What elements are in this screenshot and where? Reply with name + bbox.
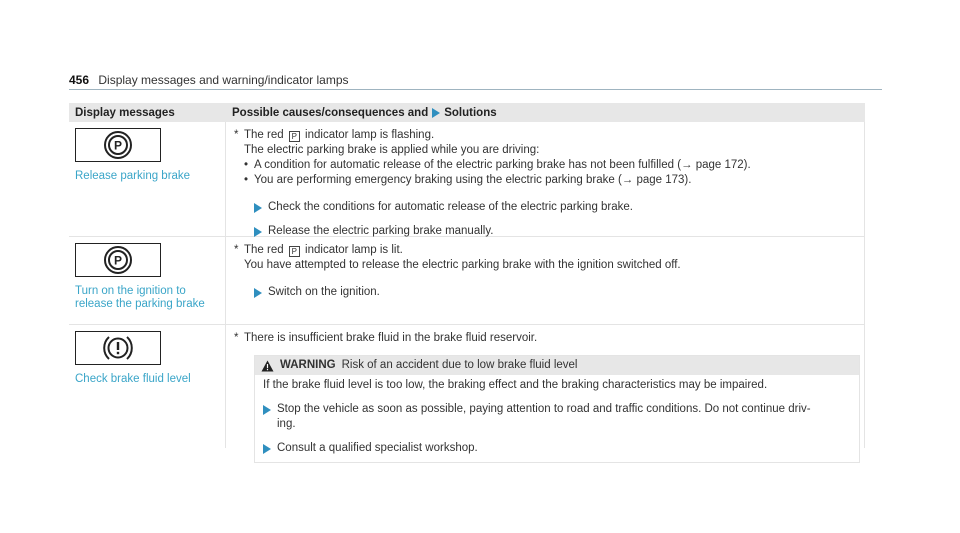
col-causes-solutions [232, 107, 497, 119]
solution-text: Check the conditions for automatic release of the electric parking brake. [268, 201, 633, 213]
table-row [69, 325, 865, 454]
cause-bullet: • You are performing emergency braking using the electric parking brake (→ page 173). [232, 173, 860, 188]
causes-cell [232, 243, 860, 300]
solution-text-continued: ing. [277, 418, 296, 430]
solution-text: Release the electric parking brake manually. [268, 225, 494, 237]
warning-box [254, 355, 860, 463]
step-arrow-icon [263, 444, 271, 454]
cause-bullet: • A condition for automatic release of the electric parking brake has not been fulfilled (→ page 172). [232, 158, 860, 173]
col-solutions-label: Solutions [444, 107, 497, 119]
star-marker: * [234, 244, 239, 256]
table-row [69, 237, 865, 325]
col-display-messages: Display messages [75, 107, 175, 119]
solution-arrow-icon [432, 108, 440, 118]
table-row [69, 122, 865, 237]
step-arrow-icon [254, 203, 262, 213]
col-causes-label: Possible causes/consequences and [232, 107, 429, 119]
message-caption: Release parking brake [75, 170, 191, 182]
parking-brake-icon [75, 128, 161, 162]
intro-text-suffix: indicator lamp is flashing. [305, 129, 435, 141]
caption-line: release the parking brake [75, 298, 205, 310]
warning-text: If the brake fluid level is too low, the braking effect and the braking characteristics may be impaired. [263, 379, 768, 391]
parking-brake-symbol-icon: P [289, 246, 300, 257]
page-title: Display messages and warning/indicator lamps [98, 73, 349, 87]
header-rule [69, 89, 882, 90]
star-marker: * [234, 129, 239, 141]
cause-text: The electric parking brake is applied while you are driving: [244, 144, 540, 156]
step-arrow-icon [254, 227, 262, 237]
svg-text:P: P [113, 253, 123, 268]
solution-step [232, 285, 860, 300]
svg-text:P: P [113, 138, 123, 153]
parking-brake-icon [75, 243, 161, 277]
page-number: 456 [69, 73, 90, 87]
solution-text: Consult a qualified specialist workshop. [277, 442, 478, 454]
solution-step [263, 402, 851, 432]
warning-label: WARNING [280, 359, 336, 371]
solution-step [232, 200, 860, 215]
parking-brake-symbol-icon: P [289, 131, 300, 142]
page-header [69, 73, 349, 87]
warning-body [255, 375, 859, 462]
warning-title: Risk of an accident due to low brake fluid level [341, 359, 578, 371]
brake-fluid-warning-icon [75, 331, 161, 365]
intro-text: There is insufficient brake fluid in the brake fluid reservoir. [244, 332, 538, 344]
message-caption [75, 285, 225, 311]
intro-text: The red [244, 244, 284, 256]
warning-triangle-icon [261, 360, 274, 372]
step-arrow-icon [254, 288, 262, 298]
solution-step [263, 441, 851, 456]
solution-text: Stop the vehicle as soon as possible, paying attention to road and traffic conditions. Do not continue driv- [277, 403, 811, 415]
causes-cell [232, 331, 860, 463]
intro-text: The red [244, 129, 284, 141]
messages-table [69, 103, 865, 454]
caption-line: Turn on the ignition to [75, 285, 186, 297]
message-caption: Check brake fluid level [75, 373, 191, 385]
cause-text: You have attempted to release the electric parking brake with the ignition switched off. [244, 259, 681, 271]
display-cell [75, 243, 225, 311]
causes-cell [232, 128, 860, 239]
table-header [69, 103, 865, 122]
star-marker: * [234, 332, 239, 344]
display-cell [75, 331, 225, 386]
warning-header [255, 356, 859, 375]
solution-text: Switch on the ignition. [268, 286, 380, 298]
step-arrow-icon [263, 405, 271, 415]
display-cell [75, 128, 225, 183]
intro-text-suffix: indicator lamp is lit. [305, 244, 403, 256]
